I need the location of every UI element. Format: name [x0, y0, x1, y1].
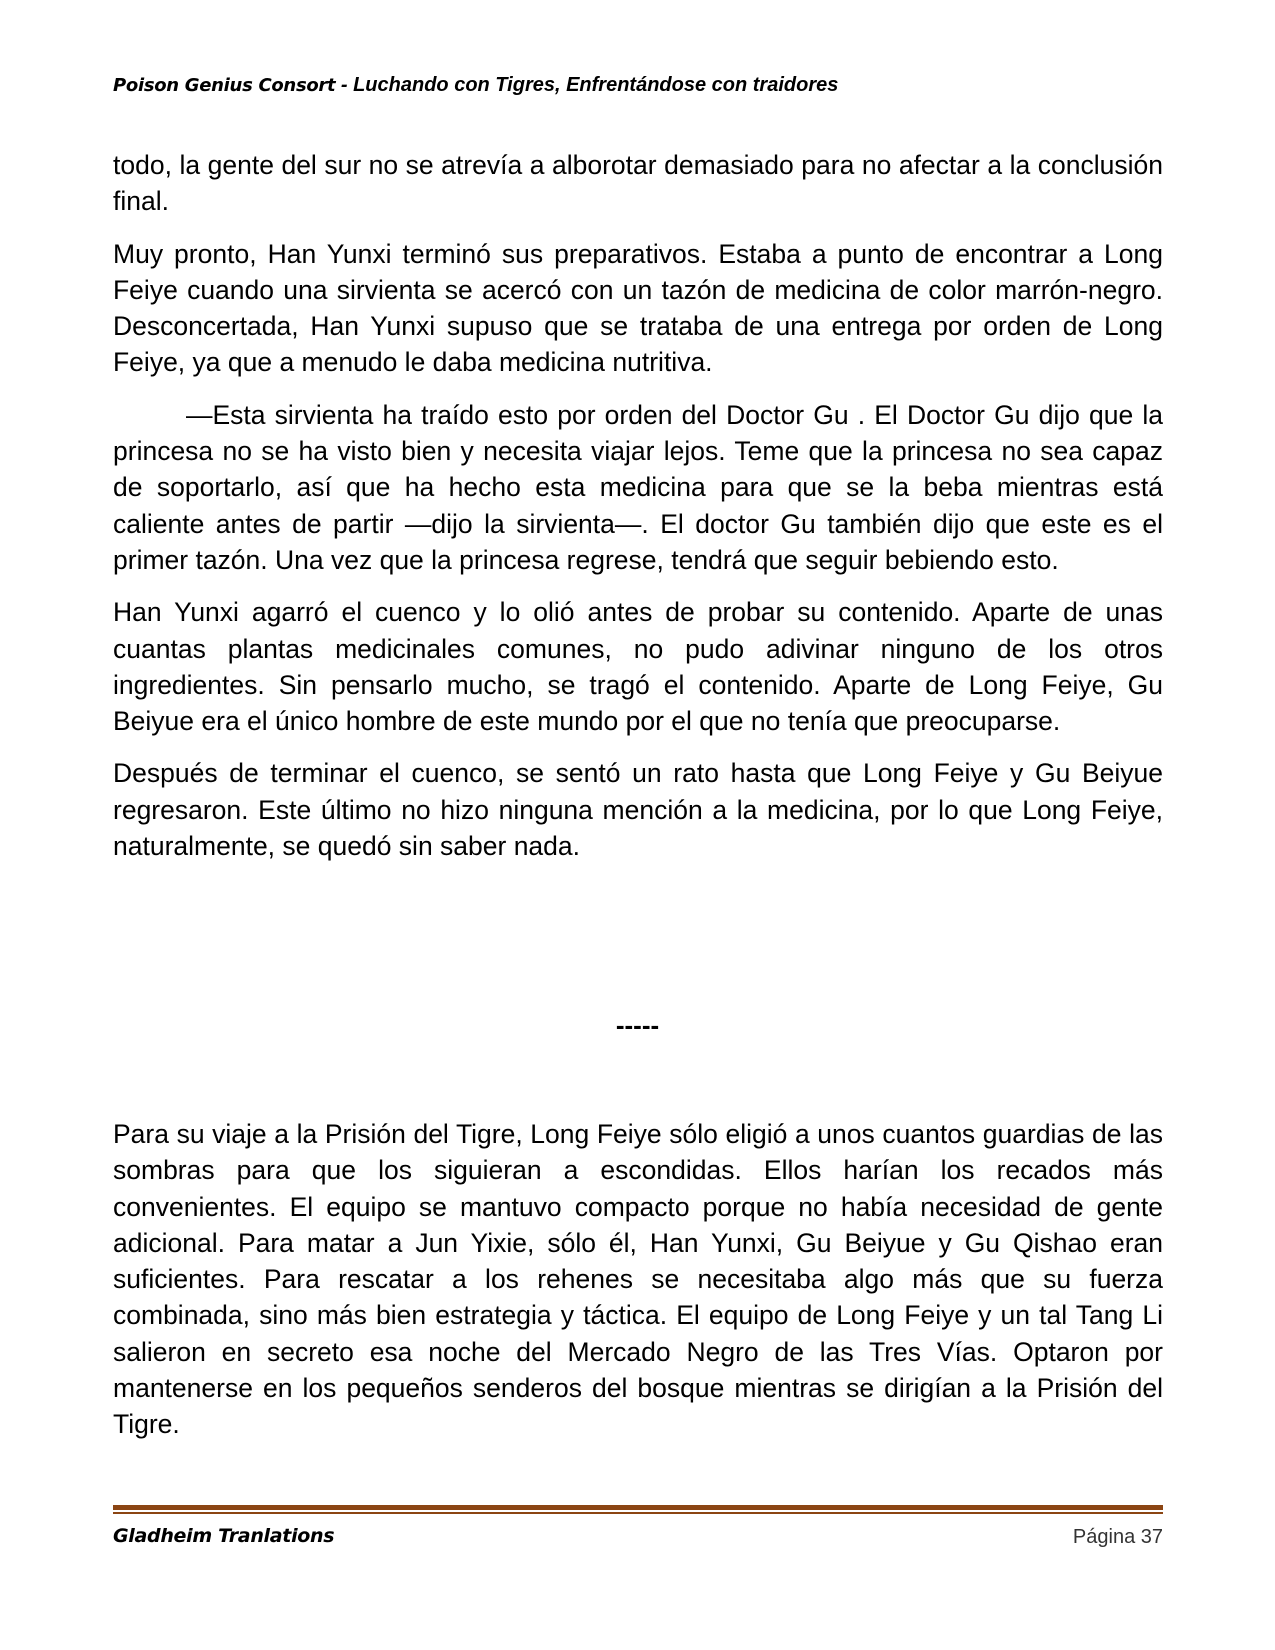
footer-publisher: Gladheim Tranlations	[113, 1525, 335, 1547]
footer-rule-thin	[113, 1512, 1163, 1514]
footer-rule-thick	[113, 1505, 1163, 1510]
dialogue-paragraph: —Esta sirvienta ha traído esto por orden del Doctor Gu . El Doctor Gu dijo que la princesa no se ha visto bien y necesita viajar lejos. Teme que la princesa no sea capaz de soportarlo, así que ha hecho esta medicina para que se la beba mientras está caliente antes de partir —dijo la sirvienta—. El doctor Gu también dijo que este es el primer tazón. Una vez que la princesa regrese, tendrá que seguir bebiendo esto.	[113, 399, 1163, 575]
series-title: Poison Genius Consort	[113, 75, 336, 96]
chapter-title: Luchando con Tigres, Enfrentándose con traidores	[353, 74, 839, 96]
paragraph: Después de terminar el cuenco, se sentó un rato hasta que Long Feiye y Gu Beiyue regresaron. Este último no hizo ninguna mención a la medicina, por lo que Long Feiye, naturalmente, se quedó sin saber nada.	[113, 758, 1163, 862]
body-text	[113, 147, 1163, 880]
page-number: Página 37	[1072, 1526, 1163, 1548]
scene-separator: -----	[615, 1010, 660, 1040]
running-header	[113, 74, 838, 97]
body-text-continued	[113, 1116, 1163, 1443]
paragraph: todo, la gente del sur no se atrevía a alborotar demasiado para no afectar a la conclusión final.	[113, 150, 1163, 217]
header-separator: -	[335, 74, 354, 96]
paragraph: Para su viaje a la Prisión del Tigre, Long Feiye sólo eligió a unos cuantos guardias de las sombras para que los siguieran a escondidas. Ellos harían los recados más convenientes. El equipo se mantuvo compacto porque no había necesidad de gente adicional. Para matar a Jun Yixie, sólo él, Han Yunxi, Gu Beiyue y Gu Qishao eran suficientes. Para rescatar a los rehenes se necesitaba algo más que su fuerza combinada, sino más bien estrategia y táctica. El equipo de Long Feiye y un tal Tang Li salieron en secreto esa noche del Mercado Negro de las Tres Vías. Optaron por mantenerse en los pequeños senderos del bosque mientras se dirigían a la Prisión del Tigre.	[113, 1119, 1163, 1440]
paragraph: Han Yunxi agarró el cuenco y lo olió antes de probar su contenido. Aparte de unas cuantas plantas medicinales comunes, no pudo adivinar ninguno de los otros ingredientes. Sin pensarlo mucho, se tragó el contenido. Aparte de Long Feiye, Gu Beiyue era el único hombre de este mundo por el que no tenía que preocuparse.	[113, 597, 1163, 737]
paragraph: Muy pronto, Han Yunxi terminó sus preparativos. Estaba a punto de encontrar a Long Feiye cuando una sirvienta se acercó con un tazón de medicina de color marrón-negro. Desconcertada, Han Yunxi supuso que se trataba de una entrega por orden de Long Feiye, ya que a menudo le daba medicina nutritiva.	[113, 238, 1163, 378]
